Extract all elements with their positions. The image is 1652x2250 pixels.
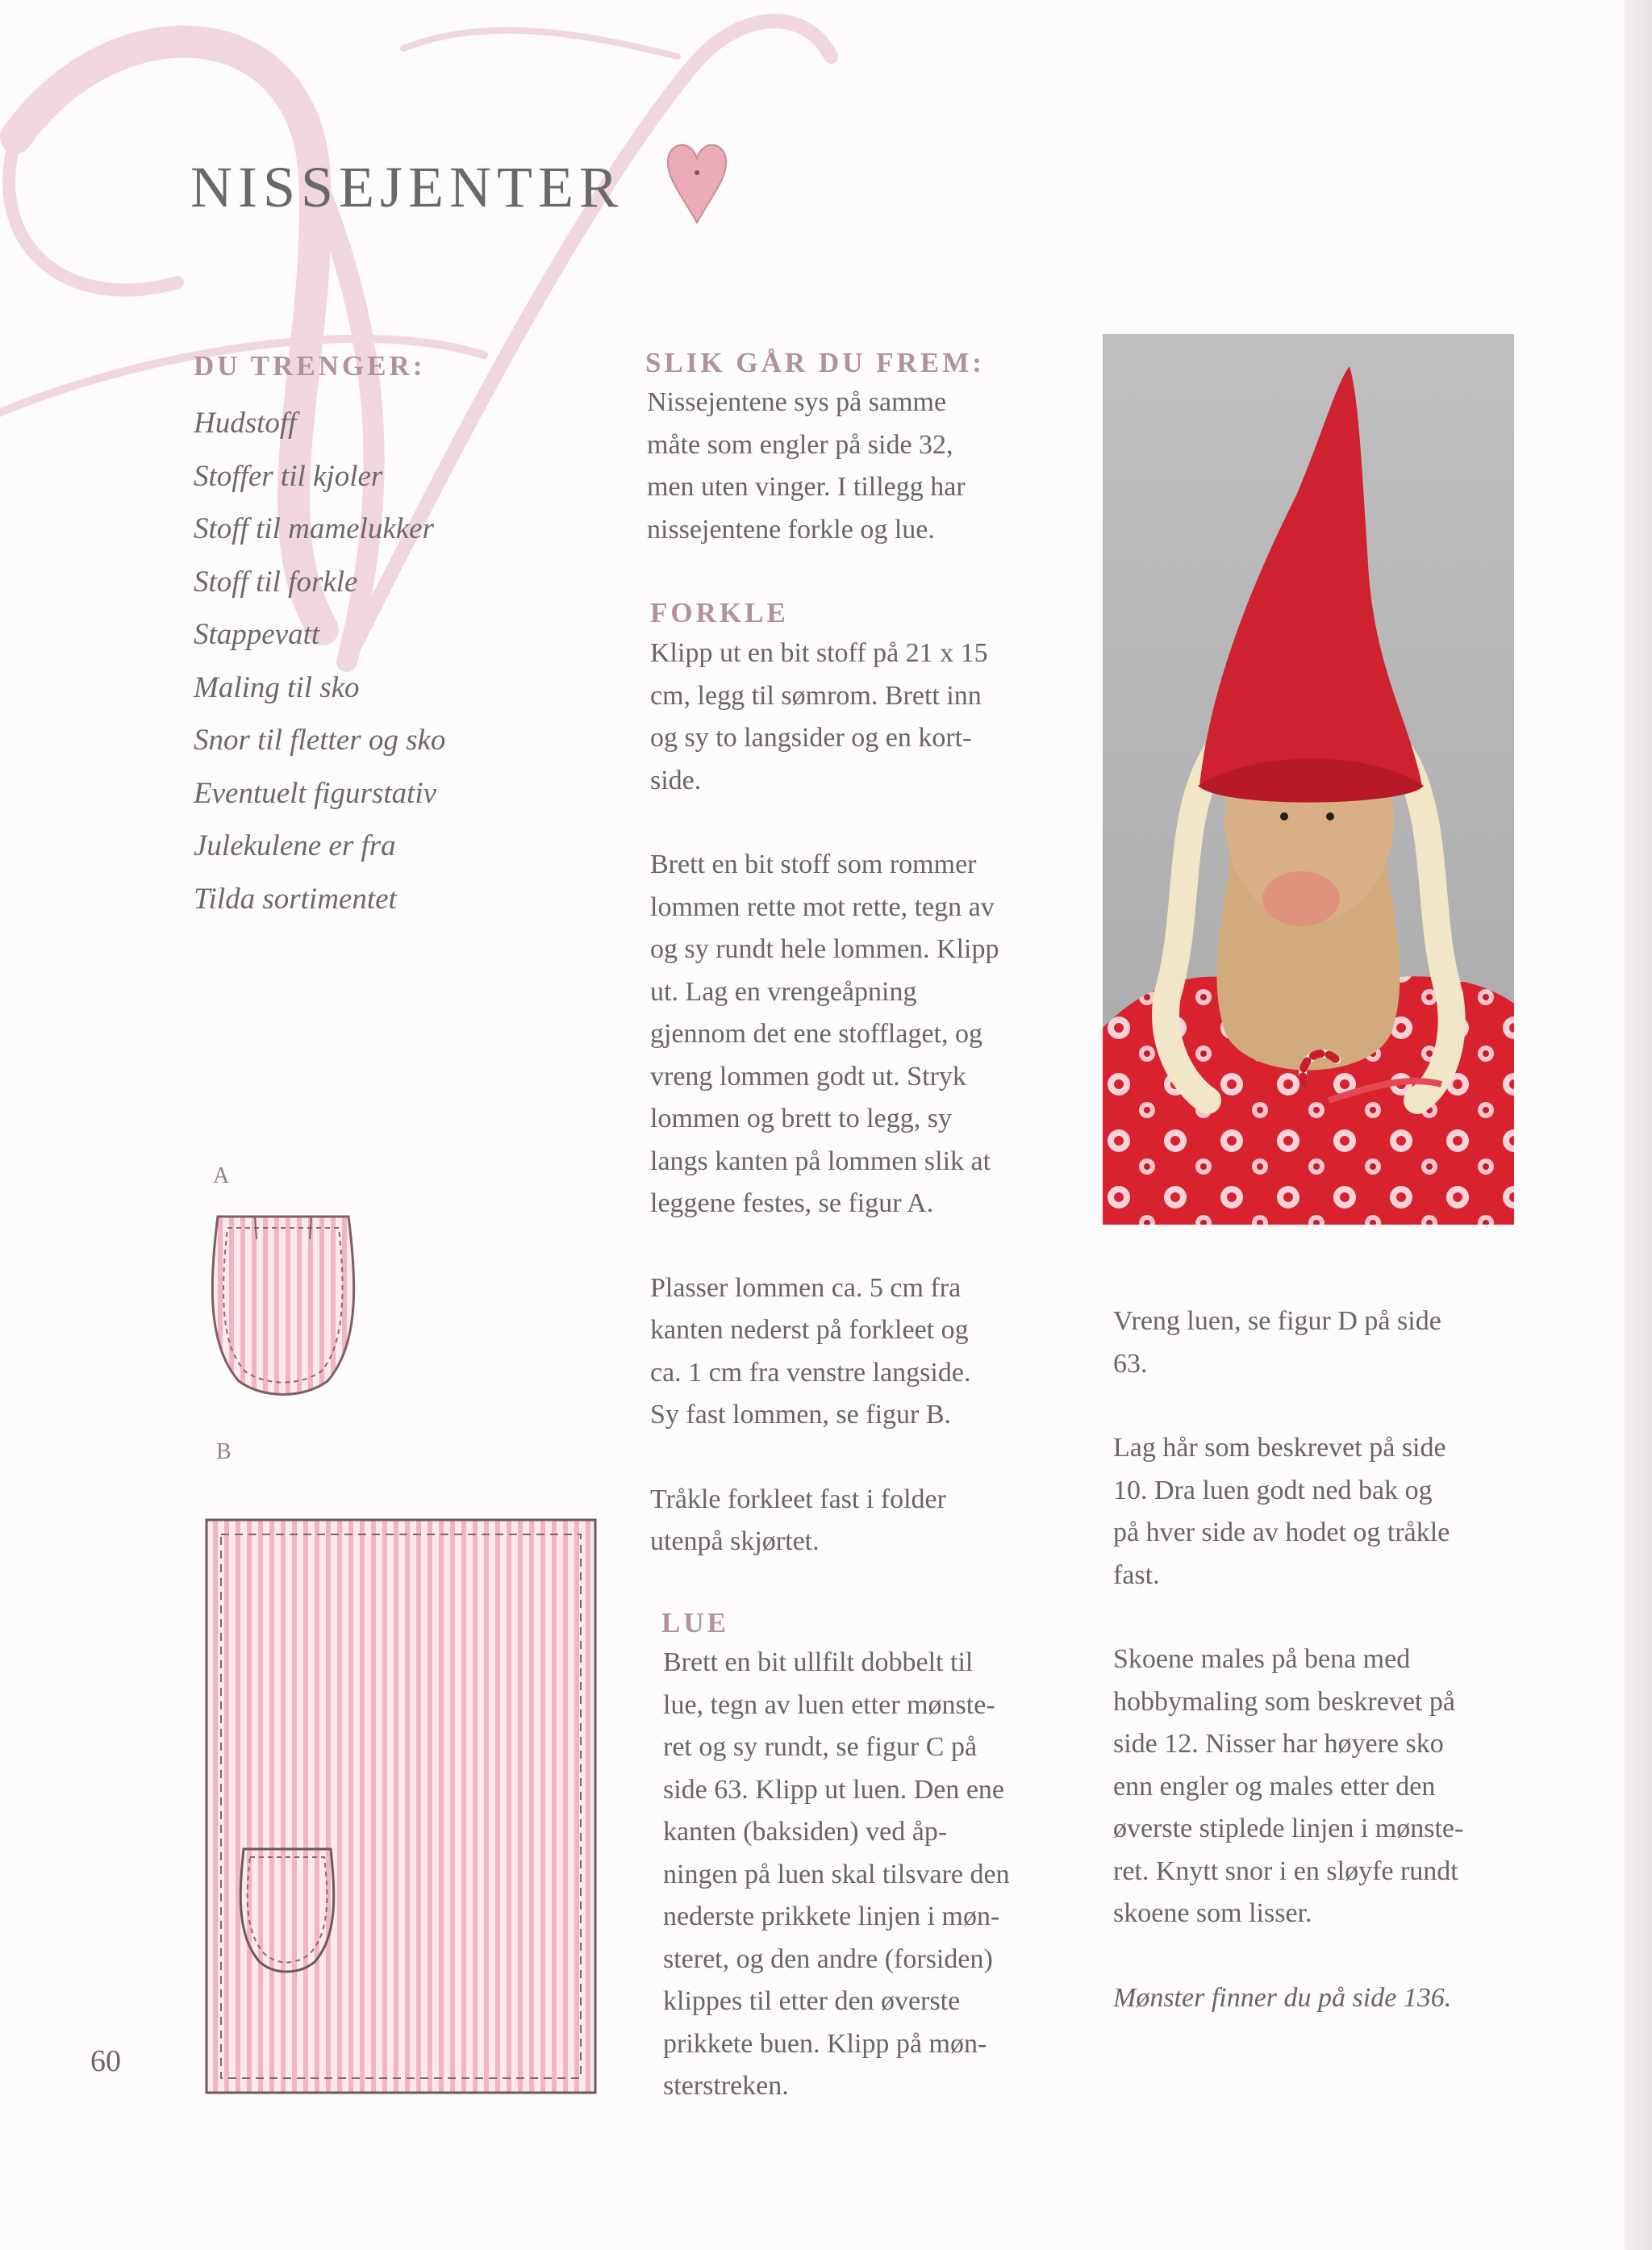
- instructions-heading: SLIK GÅR DU FREM:: [645, 347, 985, 378]
- list-item: Julekulene er fra: [194, 829, 396, 862]
- list-item: Maling til sko: [194, 670, 360, 704]
- list-item: Snor til fletter og sko: [194, 724, 446, 757]
- heart-icon: [665, 137, 729, 226]
- list-item: Stappevatt: [194, 618, 320, 651]
- forkle-heading: FORKLE: [650, 597, 789, 628]
- page-title: NISSEJENTER: [190, 155, 624, 219]
- figure-b-label: B: [216, 1439, 232, 1464]
- forkle-paragraphs: Klipp ut en bit stoff på 21 x 15 cm, legg til sømrom. Brett inn og sy to langsider og en kort- side. Brett en bit stoff som rommer lommen rette mot rette, tegn av og sy rundt hele lommen. Klipp ut. Lag en vrengeåpning gjennom det ene stofflaget, og vreng lommen godt ut. Stryk lommen og brett to legg, sy langs kanten på lommen slik at leggene festes, se figur A. Plasser lommen ca. 5 cm fra kanten nederst på forkleet og ca. 1 cm fra venstre langside. Sy fast lommen, se figur B. Tråkle forkleet fast i folder utenpå skjørtet.: [650, 638, 999, 1556]
- list-item: Hudstoff: [194, 407, 297, 440]
- page-number: 60: [90, 2044, 121, 2078]
- materials-list: [194, 397, 445, 925]
- continued-paragraphs: Vreng luen, se figur D på side 63. Lag hår som beskrevet på side 10. Dra luen godt ned bak og på hver side av hodet og tråkle fast. Skoene males på bena med hobbymaling som beskrevet på side 12. Nisser har høyere sko enn engler og males etter den øverste stiplede linjen i mønste- ret. Knytt snor i en sløyfe rundt skoene som lisser. Mønster finner du på side 136.: [1113, 1300, 1463, 2019]
- list-item: Tilda sortimentet: [194, 882, 397, 916]
- lue-paragraph: Brett en bit ullfilt dobbelt til lue, tegn av luen etter mønste- ret og sy rundt, se figur C på side 63. Klipp ut luen. Den ene kanten (baksiden) ved åp- ningen på luen skal tilsvare den nederste prikkete linjen i møn- steret, og den andre (forsiden) klippes til etter den øverste prikkete buen. Klipp på møn- sterstreken.: [663, 1647, 1010, 2101]
- figure-a-label: A: [213, 1163, 230, 1188]
- materials-heading: DU TRENGER:: [194, 350, 426, 382]
- figure-b-apron: [202, 1517, 605, 2098]
- intro-paragraph: Nissejentene sys på samme måte som engler på side 32, men uten vinger. I tillegg har nissejentene forkle og lue.: [647, 387, 966, 545]
- list-item: Stoffer til kjoler: [194, 459, 383, 493]
- lue-heading: LUE: [661, 1607, 729, 1638]
- list-item: Stoff til forkle: [194, 565, 358, 599]
- pattern-note: Mønster finner du på side 136.: [1113, 1982, 1452, 2013]
- figure-a-pocket: [206, 1207, 360, 1401]
- list-item: Eventuelt figurstativ: [194, 776, 437, 810]
- page-binding-edge: [1625, 0, 1652, 2250]
- gnome-doll-photo: [1103, 334, 1514, 1225]
- list-item: Stoff til mamelukker: [194, 512, 434, 545]
